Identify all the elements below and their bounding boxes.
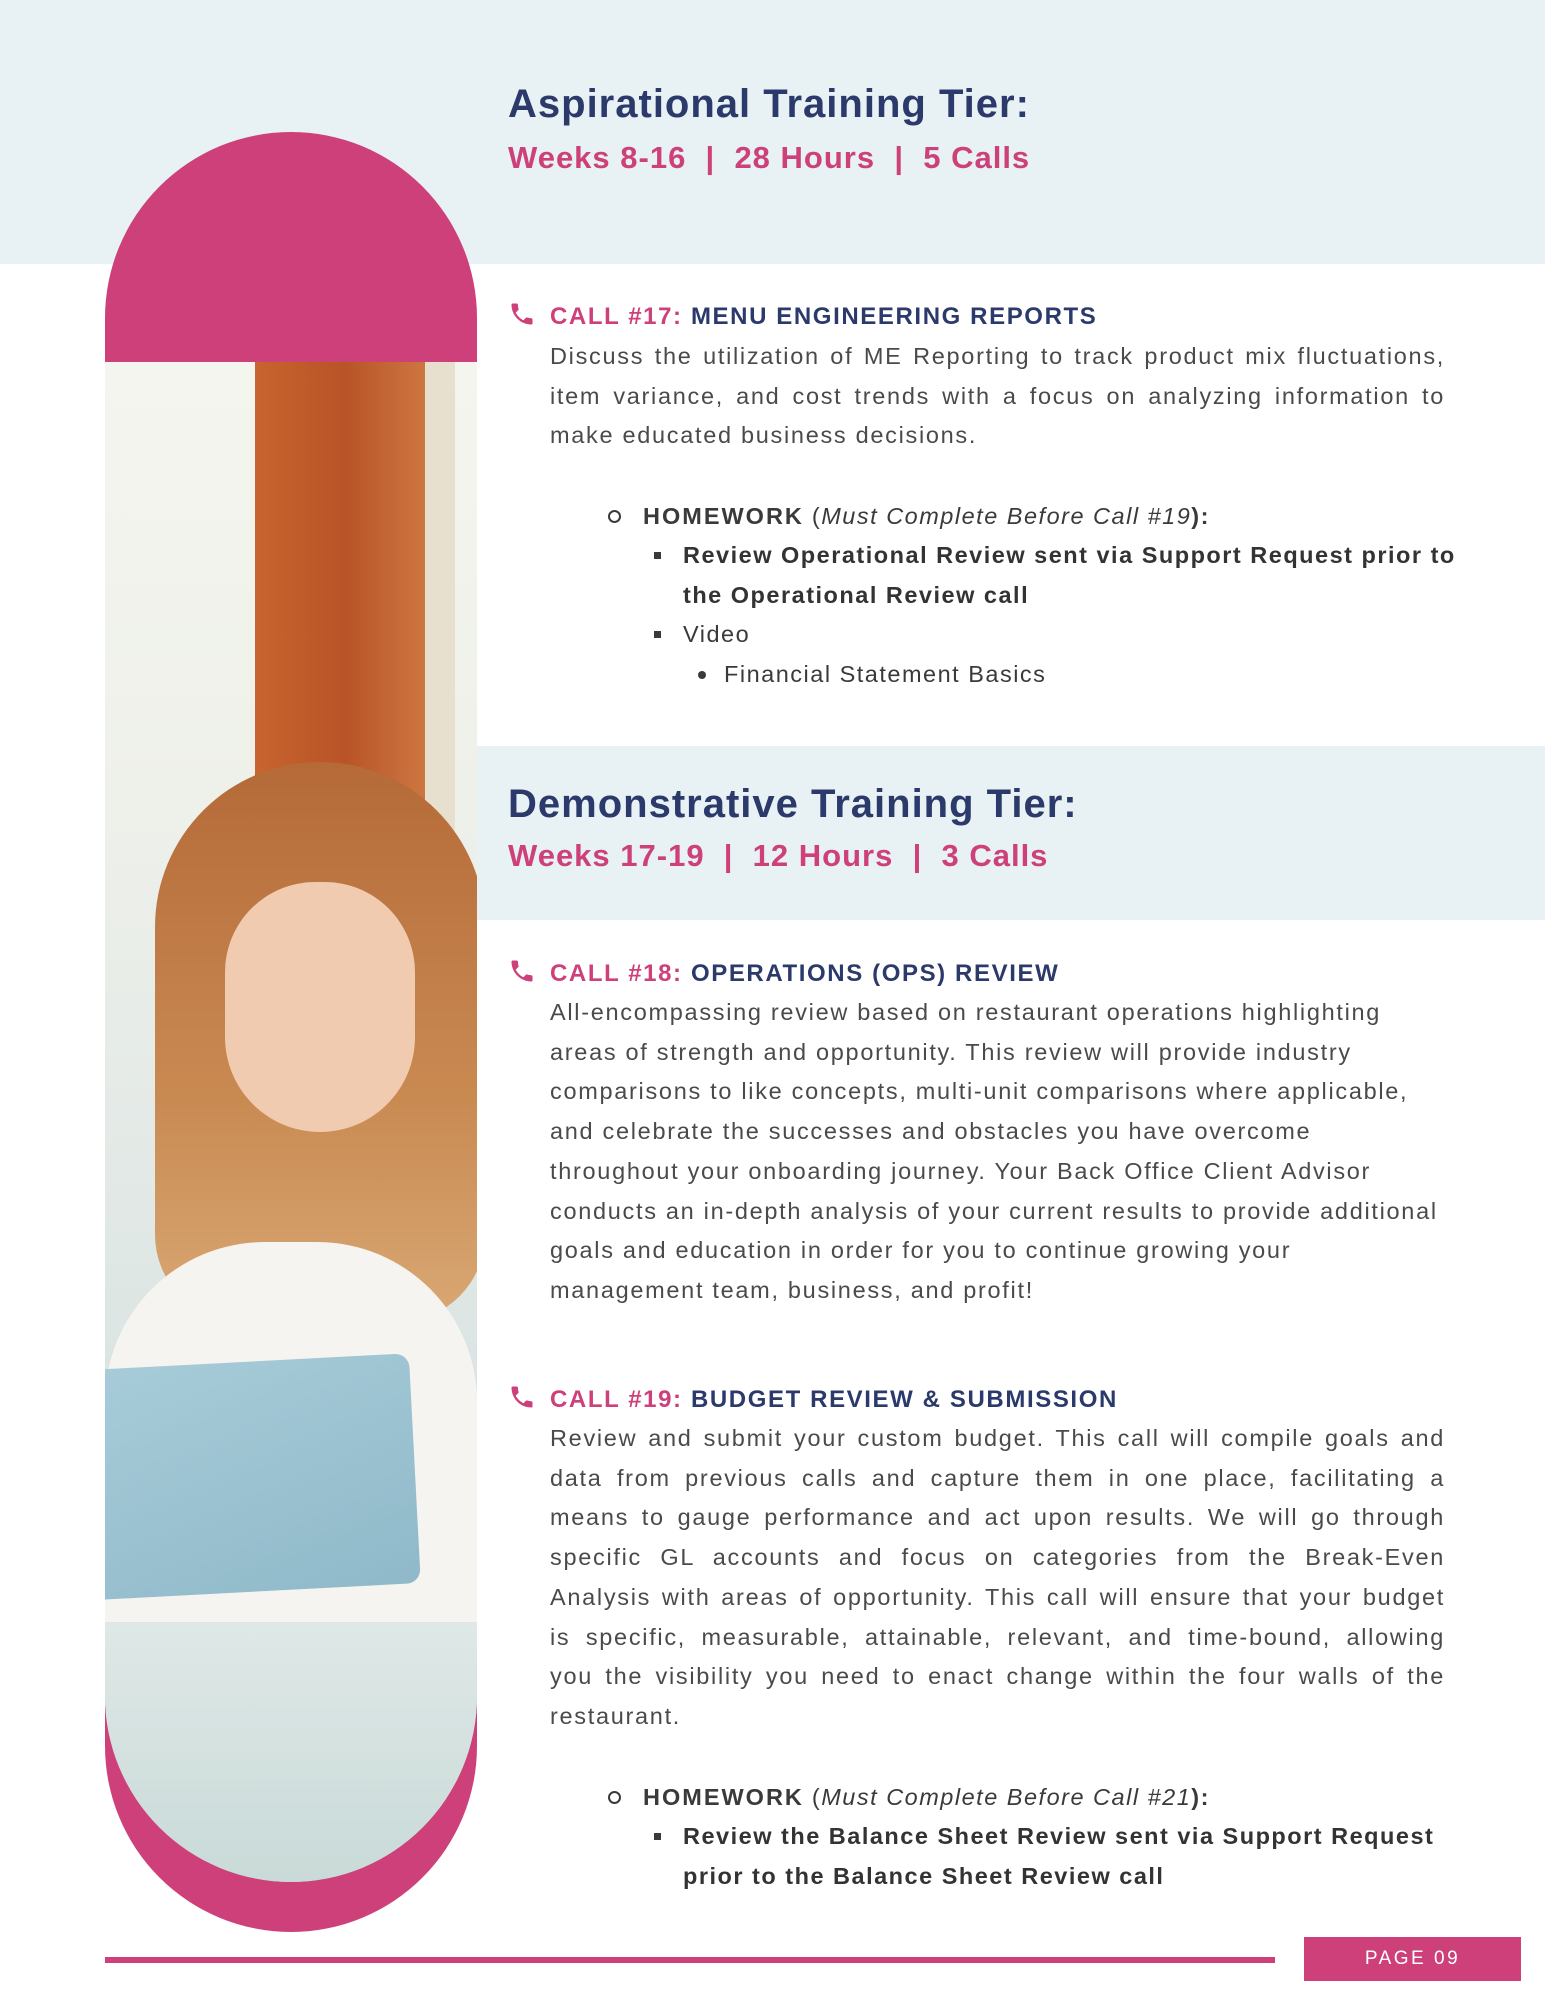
- square-bullet-icon: [654, 1833, 661, 1840]
- call-19-heading: [508, 1383, 1118, 1414]
- square-bullet-icon: [654, 631, 661, 638]
- call-19-description: Review and submit your custom budget. This call will compile goals and data from previous calls and capture them in one place, facilitating a means to gauge performance and act upon results. We will go through specific GL accounts and focus on categories from the Break-Even Analysis with areas of opportunity. This call will ensure that your budget is specific, measurable, attainable, relevant, and time-bound, allowing you the visibility you need to enact change within the four walls of the restaurant.: [550, 1425, 1445, 1729]
- square-bullet-icon: [654, 552, 661, 559]
- woman-with-tablet-photo: [105, 362, 477, 1882]
- tier-subtitle-demonstrative: Weeks 17-19 | 12 Hours | 3 Calls: [508, 838, 1049, 873]
- homework-heading: HOMEWORK (Must Complete Before Call #21):: [608, 1777, 1458, 1817]
- call-19-homework: [608, 1777, 1458, 1896]
- call-17-description: Discuss the utilization of ME Reporting to track product mix fluctuations, item variance, and cost trends with a focus on analyzing information to make educated business decisions.: [550, 343, 1445, 449]
- call-title: MENU ENGINEERING REPORTS: [690, 303, 1098, 330]
- homework-subitem: Financial Statement Basics: [694, 655, 1458, 695]
- call-title: OPERATIONS (OPS) REVIEW: [690, 960, 1060, 987]
- homework-heading: HOMEWORK (Must Complete Before Call #19):: [608, 496, 1458, 536]
- call-number: CALL #17:: [550, 303, 683, 330]
- circle-bullet-icon: [608, 1791, 621, 1804]
- call-number: CALL #18:: [550, 960, 683, 987]
- call-18-description: All-encompassing review based on restaurant operations highlighting areas of strength and opportunity. This review will provide industry comparisons to like concepts, multi-unit comparisons where applicable, and celebrate the successes and obstacles you have overcome throughout your onboarding journey. Your Back Office Client Advisor conducts an in-depth analysis of your current results to provide additional goals and education in order for you to continue growing your management team, business, and profit!: [550, 999, 1438, 1303]
- phone-icon: [508, 1383, 536, 1411]
- call-title: BUDGET REVIEW & SUBMISSION: [690, 1386, 1118, 1413]
- homework-item: Review the Balance Sheet Review sent via Support Request prior to the Balance Sheet Review call: [650, 1817, 1458, 1896]
- decorative-pill-frame: [105, 132, 477, 1932]
- footer-divider: [105, 1957, 1275, 1963]
- circle-bullet-icon: [608, 510, 621, 523]
- call-number: CALL #19:: [550, 1386, 683, 1413]
- call-17-homework: [608, 496, 1458, 695]
- call-17-heading: [508, 300, 1097, 331]
- phone-icon: [508, 957, 536, 985]
- mid-header-band: [475, 746, 1545, 920]
- phone-icon: [508, 300, 536, 328]
- page-number-badge: PAGE 09: [1304, 1937, 1521, 1981]
- homework-item: Review Operational Review sent via Support Request prior to the Operational Review call: [650, 536, 1458, 615]
- tier-title-aspirational: Aspirational Training Tier:: [508, 82, 1030, 126]
- homework-item: Video: [650, 615, 1458, 655]
- call-18-heading: [508, 957, 1059, 988]
- tier-title-demonstrative: Demonstrative Training Tier:: [508, 782, 1078, 826]
- dot-bullet-icon: [698, 671, 706, 679]
- tier-subtitle-aspirational: Weeks 8-16 | 28 Hours | 5 Calls: [508, 140, 1031, 175]
